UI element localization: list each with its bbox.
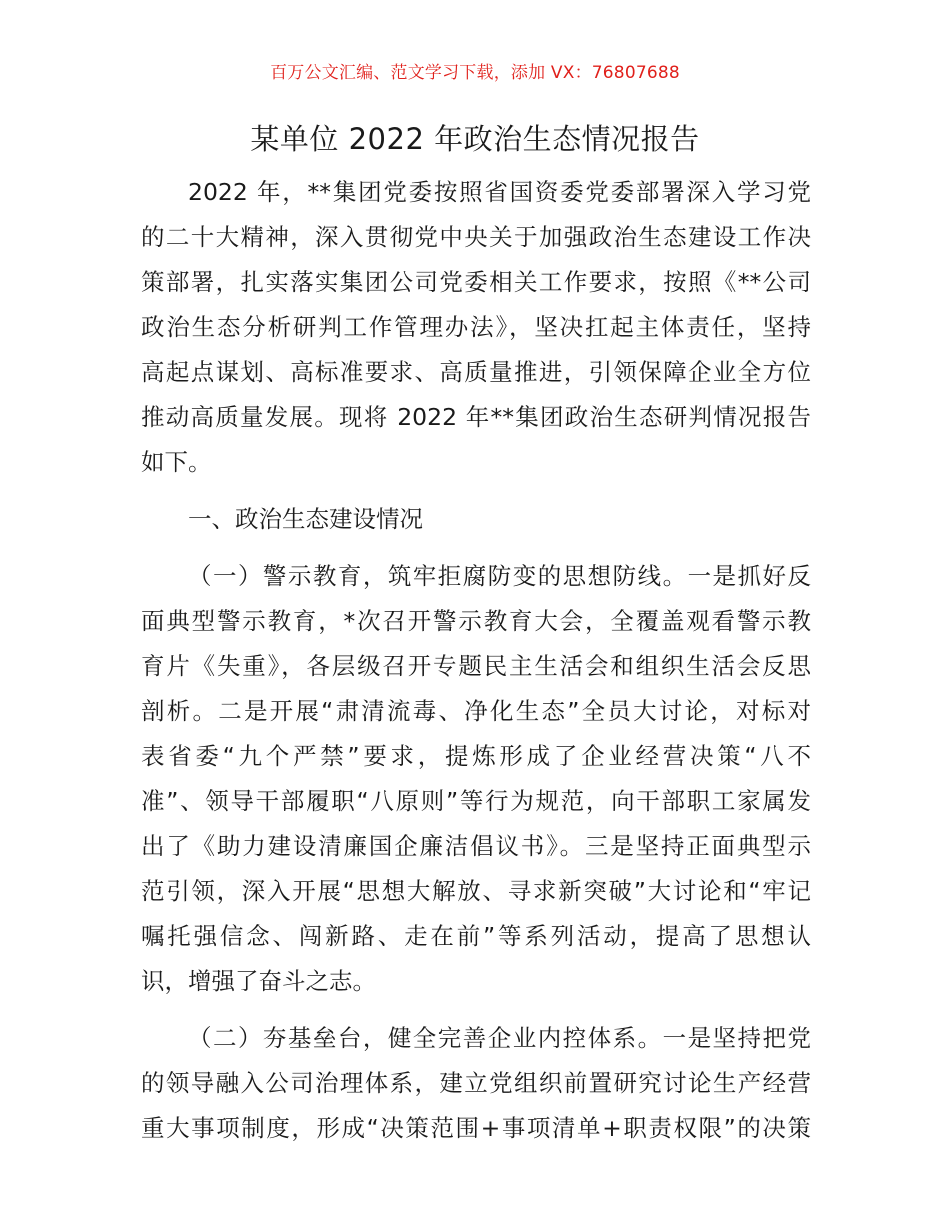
text-line: 高起点谋划、高标准要求、高质量推进，引领保障企业全方位: [141, 358, 811, 386]
text-line: 育片《失重》，各层级召开专题民主生活会和组织生活会反思: [141, 652, 811, 680]
text-line: 剖析。二是开展“肃清流毒、净化生态”全员大讨论，对标对: [141, 697, 811, 725]
text-line: 嘱托强信念、闯新路、走在前”等系列活动，提高了思想认: [141, 922, 811, 950]
text-line: 重大事项制度，形成“决策范围+事项清单+职责权限”的决策: [141, 1114, 811, 1142]
paragraph-intro: [141, 170, 811, 485]
text-line: 策部署，扎实落实集团公司党委相关工作要求，按照《**公司: [141, 268, 811, 296]
document-title: 某单位 2022 年政治生态情况报告: [250, 122, 700, 156]
text-line: 政治生态分析研判工作管理办法》，坚决扛起主体责任，坚持: [141, 313, 811, 341]
section-heading: [141, 497, 811, 542]
text-line: 的二十大精神，深入贯彻党中央关于加强政治生态建设工作决: [141, 223, 811, 251]
text-line: 准”、领导干部履职“八原则”等行为规范，向干部职工家属发: [141, 787, 811, 815]
text-line: （一）警示教育，筑牢拒腐防变的思想防线。一是抓好反: [188, 562, 811, 590]
paragraph-gap: [141, 485, 811, 497]
paragraph-subsection-1: [141, 554, 811, 1004]
text-line: 的领导融入公司治理体系，建立党组织前置研究讨论生产经营: [141, 1069, 811, 1097]
watermark-banner: 百万公文汇编、范文学习下载，添加 VX：76807688: [270, 63, 680, 83]
paragraph-subsection-2: [141, 1016, 811, 1151]
text-line: 面典型警示教育，*次召开警示教育大会，全覆盖观看警示教: [141, 607, 811, 635]
text-line: 推动高质量发展。现将 2022 年**集团政治生态研判情况报告: [141, 403, 811, 431]
document-body: [141, 170, 811, 1151]
text-line: 如下。: [141, 448, 212, 476]
text-line: 范引领，深入开展“思想大解放、寻求新突破”大讨论和“牢记: [141, 877, 811, 905]
text-line: （二）夯基垒台，健全完善企业内控体系。一是坚持把党: [188, 1024, 811, 1052]
heading-line: 一、政治生态建设情况: [188, 505, 423, 533]
paragraph-gap: [141, 542, 811, 554]
text-line: 出了《助力建设清廉国企廉洁倡议书》。三是坚持正面典型示: [141, 832, 811, 860]
text-line: 表省委“九个严禁”要求，提炼形成了企业经营决策“八不: [141, 742, 811, 770]
text-line: 识，增强了奋斗之志。: [141, 967, 376, 995]
paragraph-gap: [141, 1004, 811, 1016]
text-line: 2022 年，**集团党委按照省国资委党委部署深入学习党: [188, 178, 811, 206]
